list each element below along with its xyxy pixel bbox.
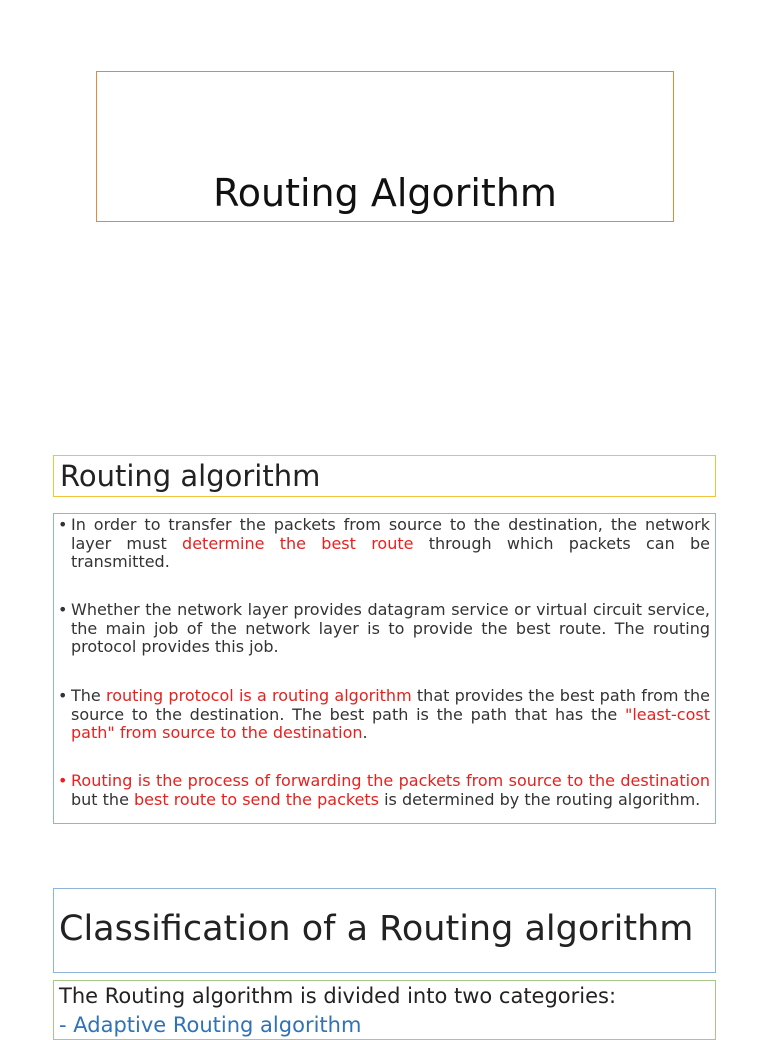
bullet-paragraph bbox=[58, 600, 710, 657]
text: that provides the best path from the source to the destination. The best path is the path that has the bbox=[71, 686, 711, 724]
text: through which packets can be transmitted. bbox=[71, 533, 710, 571]
highlight-text: determine the best route bbox=[182, 533, 414, 553]
category-item: - Adaptive Routing algorithm bbox=[59, 1013, 362, 1037]
intro-text: The Routing algorithm is divided into two categories: bbox=[59, 984, 617, 1008]
highlight-text: best route to send the packets bbox=[134, 789, 380, 809]
highlight-text: routing protocol is a routing algorithm bbox=[106, 686, 412, 705]
section-heading: Classification of a Routing algorithm bbox=[59, 909, 694, 949]
text: . bbox=[362, 723, 368, 742]
routing-algorithm-heading-box bbox=[53, 455, 716, 497]
bullet-icon: • bbox=[58, 600, 68, 619]
text: but the bbox=[71, 789, 134, 809]
classification-body bbox=[53, 980, 716, 1040]
bullet-paragraph bbox=[58, 515, 710, 572]
bullet-paragraph bbox=[58, 771, 710, 809]
text: The bbox=[71, 686, 107, 705]
section-heading: Routing algorithm bbox=[60, 459, 321, 493]
bullet-icon: • bbox=[58, 686, 68, 705]
text: Whether the network layer provides datagram service or virtual circuit service, the main job of the network layer is to provide the best route. The routing protocol provides this job. bbox=[71, 600, 710, 656]
bullet-paragraph bbox=[58, 686, 711, 743]
text: is determined by the routing algorithm. bbox=[379, 789, 701, 809]
routing-algorithm-body bbox=[53, 513, 716, 824]
highlight-text: Routing is the process of forwarding the packets from source to the destination bbox=[71, 771, 710, 790]
bullet-icon: • bbox=[58, 771, 68, 790]
classification-heading-box bbox=[53, 888, 716, 973]
slide-title: Routing Algorithm bbox=[213, 171, 557, 215]
bullet-icon: • bbox=[58, 515, 68, 534]
text: In order to transfer the packets from source to the destination, the network layer must bbox=[71, 515, 710, 553]
highlight-text: "least-cost path" from source to the destination bbox=[71, 704, 710, 742]
